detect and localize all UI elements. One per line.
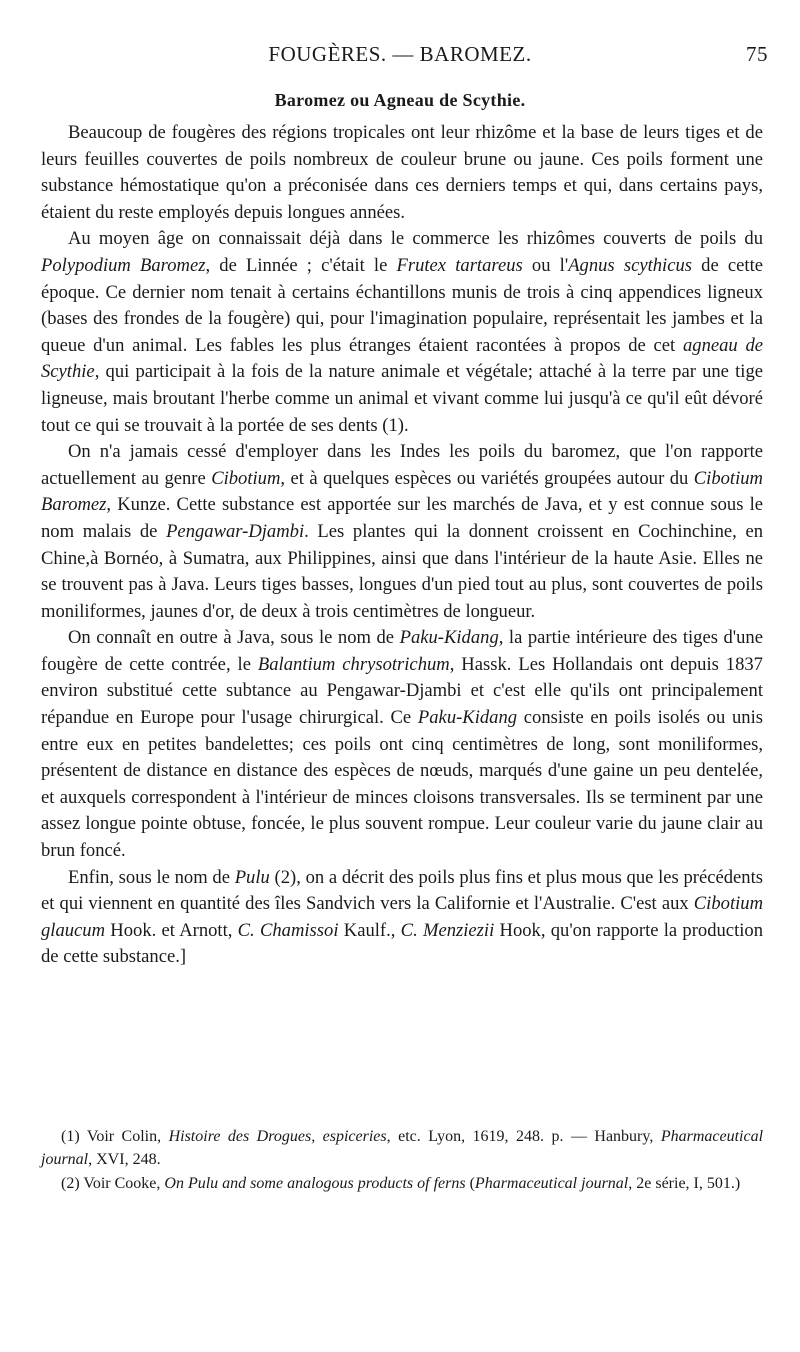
footnote-2: [41, 1173, 763, 1196]
text-run: , la partie intérieure des tiges d'une fougère de cette contrée, le: [41, 627, 763, 675]
text-run: Hook. et Arnott,: [105, 919, 238, 941]
text-run: , qui participait à la fois de la nature animale et végétale; attaché à la terre par une tige ligneuse, mais broutant l'herbe comme un animal et vivant comme lui jusqu'à ce qu'il eût dévoré tout ce qui se trouvait à la portée de ses dents (1).: [41, 361, 763, 436]
text-run: , 2e série, I, 501.): [628, 1175, 741, 1192]
italic-term: On Pulu and some analogous products of ferns: [164, 1175, 466, 1192]
body-text: [41, 120, 763, 971]
text-run: , de Linnée ; c'était le: [205, 254, 397, 276]
italic-term: Balantium chrysotrichum: [257, 653, 450, 675]
text-run: (2), on a décrit des poils plus fins et plus mous que les précédents et qui viennent en quantité des îles Sandvich vers la Californie et l'Australie. C'est aux: [41, 866, 764, 915]
italic-term: Cibotium Baromez: [41, 467, 763, 516]
text-run: On n'a jamais cessé d'employer dans les Indes les poils du baromez, que l'on rapporte actuellement au genre: [41, 441, 763, 489]
italic-term: Cibotium: [211, 467, 281, 489]
text-run: (: [465, 1175, 475, 1192]
paragraph-2: [41, 226, 763, 439]
text-run: , et à quelques espèces ou variétés groupées autour du: [280, 467, 694, 489]
paragraph-5: [41, 865, 763, 971]
italic-term: Pharmaceutical journal: [41, 1128, 764, 1168]
italic-term: C. Menziezii: [400, 919, 495, 941]
running-head: [0, 42, 800, 72]
italic-term: Cibotium glaucum: [41, 893, 763, 941]
text-run: ou l': [522, 254, 569, 276]
text-run: (1) Voir Colin,: [61, 1128, 169, 1145]
footnote-1: [41, 1126, 763, 1171]
italic-term: agneau de Scythie: [41, 334, 763, 383]
section-title: Baromez ou Agneau de Scythie.: [274, 90, 526, 110]
footnotes: [41, 1126, 763, 1198]
text-run: , etc. Lyon, 1619, 248. p. — Hanbury,: [386, 1128, 661, 1145]
text-run: . Les plantes qui la donnent croissent en Cochinchine, en Chine,à Bornéo, à Sumatra, aux Philippines, ainsi que dans l'intérieur de la haute Asie. Elles ne se trouvent pas à Java. Leurs tiges basses, longues d'un pied tout au plus, sont couvertes de poils moniliformes, jaunes d'or, de deux à trois centimètres de longueur.: [41, 520, 763, 622]
text-run: de cette époque. Ce dernier nom tenait à certains échantillons munis de trois à cinq appendices ligneux (bases des frondes de la fougère) qui, pour l'imagination populaire, représentait les jambes et la queue d'un animal. Les fables les plus étranges étaient racontées à propos de cet: [41, 254, 763, 356]
text-run: Kaulf.,: [338, 919, 401, 941]
paragraph-4: [41, 625, 763, 864]
italic-term: Pengawar-Djambi: [166, 520, 305, 542]
italic-term: C. Chamissoi: [237, 919, 339, 941]
text-run: consiste en poils isolés ou unis entre eux en petites bandelettes; ces poils ont cinq centimètres de long, sont moniliformes, présentent de distance en distance des espèces de nœuds, marqués d'une gaine un peu dentelée, et auxquels correspondent à l'intérieur de minces cloisons transversales. Ils se terminent par une assez longue pointe obtuse, foncée, le plus souvent rompue. Leur couleur varie du jaune clair au brun foncé.: [41, 707, 763, 862]
italic-term: Pharmaceutical journal: [474, 1175, 629, 1192]
text-run: Enfin, sous le nom de: [68, 866, 235, 888]
italic-term: Frutex tartareus: [396, 254, 523, 276]
paragraph-1: [41, 120, 763, 226]
text-run: Beaucoup de fougères des régions tropicales ont leur rhizôme et la base de leurs tiges et de leurs feuilles couvertes de poils nombreux de couleur brune ou jaune. Ces poils forment une substance hémostatique qu'on a préconisée dans ces derniers temps et qui, dans certains pays, étaient du reste employés depuis longues années.: [41, 122, 763, 223]
running-head-title: FOUGÈRES. — BAROMEZ.: [268, 42, 532, 66]
italic-term: Paku-Kidang: [399, 627, 499, 649]
text-run: , XVI, 248.: [88, 1150, 161, 1168]
text-run: , Hassk. Les Hollandais ont depuis 1837 environ substitué cette subtance au Pengawar-Djambi et c'est elle qu'ils ont principalement répandue en Europe pour l'usage chirurgical. Ce: [41, 653, 763, 729]
paragraph-3: [41, 439, 763, 625]
page-number: 75: [746, 42, 768, 66]
italic-term: Histoire des Drogues, espiceries: [168, 1128, 387, 1145]
italic-term: Pulu: [234, 866, 270, 888]
italic-term: Agnus scythicus: [568, 254, 692, 276]
italic-term: Paku-Kidang: [417, 707, 518, 729]
text-run: On connaît en outre à Java, sous le nom de: [68, 627, 400, 649]
text-run: (2) Voir Cooke,: [61, 1175, 165, 1192]
text-run: , Kunze. Cette substance est apportée sur les marchés de Java, et y est connue sous le nom malais de: [41, 494, 763, 542]
text-run: Hook, qu'on rapporte la production de cette substance.]: [41, 919, 763, 968]
text-run: Au moyen âge on connaissait déjà dans le commerce les rhizômes couverts de poils du: [68, 228, 763, 250]
italic-term: Polypodium Baromez: [41, 254, 206, 276]
